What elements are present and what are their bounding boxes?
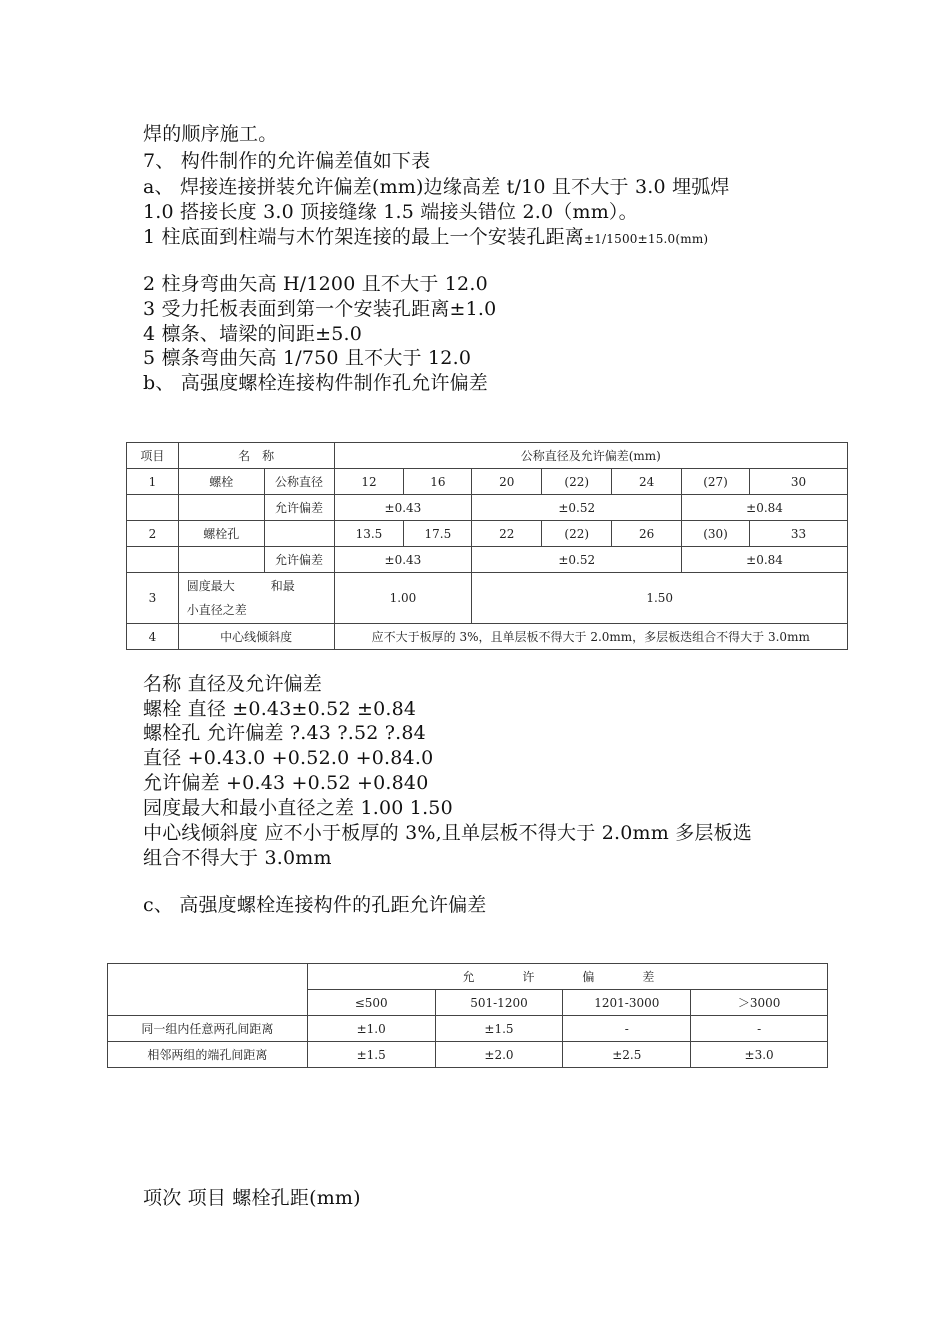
paragraph-line: a、 焊接连接拼装允许偏差(mm)边缘高差 t/10 且不大于 3.0 埋弧焊 [143, 176, 730, 198]
header-tolerance: 允 许 偏 差 [307, 964, 827, 990]
paragraph-line: 螺栓 直径 ±0.43±0.52 ±0.84 [143, 698, 417, 720]
row-label: 公称直径 [264, 469, 334, 495]
table-cell: ±2.5 [563, 1042, 691, 1068]
bolt-hole-tolerance-table [126, 442, 848, 650]
hole-distance-tolerance-table [107, 963, 828, 1068]
table-cell: 1.00 [334, 573, 472, 624]
table-cell: (22) [542, 469, 612, 495]
table-row [108, 1016, 828, 1042]
row-name-line: 小直径之差 [186, 603, 247, 617]
table-header-row [108, 964, 828, 990]
table-row [127, 495, 848, 521]
table-cell: ±2.0 [435, 1042, 563, 1068]
table-cell [264, 521, 334, 547]
paragraph-line: 名称 直径及允许偏差 [143, 673, 323, 695]
row-number: 3 [127, 573, 179, 624]
table-cell: (30) [682, 521, 750, 547]
table-cell: ±0.52 [472, 495, 682, 521]
table-cell [127, 495, 179, 521]
paragraph-line: 组合不得大于 3.0mm [143, 847, 332, 869]
row-number: 2 [127, 521, 179, 547]
table-cell: ±3.0 [691, 1042, 828, 1068]
table-cell: ±0.84 [682, 495, 848, 521]
range-header: 501-1200 [435, 990, 563, 1016]
table-cell: 26 [612, 521, 682, 547]
section-heading-b: b、 高强度螺栓连接构件制作孔允许偏差 [143, 372, 489, 394]
table-cell: ±0.84 [682, 547, 848, 573]
table-cell: - [563, 1016, 691, 1042]
table-cell [178, 547, 264, 573]
row-label: 允许偏差 [264, 547, 334, 573]
table-row [127, 573, 848, 624]
table-cell: 应不大于板厚的 3%，且单层板不得大于 2.0mm，多层板迭组合不得大于 3.0mm [334, 624, 848, 650]
paragraph-line [143, 225, 708, 251]
paragraph-line: 1.0 搭接长度 3.0 顶接缝缘 1.5 端接头错位 2.0（mm）。 [143, 201, 638, 223]
table-cell: ±1.5 [307, 1042, 435, 1068]
paragraph-line: 园度最大和最小直径之差 1.00 1.50 [143, 797, 453, 819]
paragraph-line: 螺栓孔 允许偏差 ?.43 ?.52 ?.84 [143, 722, 426, 744]
paragraph-line: 7、 构件制作的允许偏差值如下表 [143, 150, 431, 172]
paragraph-line: 3 受力托板表面到第一个安装孔距离±1.0 [143, 298, 497, 320]
table-cell: 22 [472, 521, 542, 547]
paragraph-line: 2 柱身弯曲矢高 H/1200 且不大于 12.0 [143, 273, 488, 295]
section-heading-c: c、 高强度螺栓连接构件的孔距允许偏差 [143, 894, 487, 916]
row-name-line: 圆度最大 和最 [186, 579, 295, 593]
paragraph-line: 允许偏差 +0.43 +0.52 +0.840 [143, 772, 429, 794]
table-row [127, 624, 848, 650]
row-label: 同一组内任意两孔间距离 [108, 1016, 308, 1042]
header-item: 项目 [127, 443, 179, 469]
table-header-row [127, 443, 848, 469]
range-header: ≤500 [307, 990, 435, 1016]
header-name: 名 称 [178, 443, 334, 469]
table-cell: ±0.43 [334, 547, 472, 573]
paragraph-small-text: ±1/1500±15.0(mm) [583, 232, 709, 246]
range-header: ＞3000 [691, 990, 828, 1016]
paragraph-line: 4 檩条、墙梁的间距±5.0 [143, 323, 363, 345]
paragraph-line: 直径 +0.43.0 +0.52.0 +0.84.0 [143, 747, 434, 769]
table-row [127, 547, 848, 573]
table-cell: 17.5 [404, 521, 472, 547]
paragraph-line: 焊的顺序施工。 [143, 123, 278, 145]
table-cell: 30 [750, 469, 848, 495]
paragraph-line: 中心线倾斜度 应不小于板厚的 3%,且单层板不得大于 2.0mm 多层板选 [143, 822, 752, 844]
table-cell: 24 [612, 469, 682, 495]
row-name: 中心线倾斜度 [178, 624, 334, 650]
row-number: 4 [127, 624, 179, 650]
header-dims: 公称直径及允许偏差(mm) [334, 443, 848, 469]
table-cell: 16 [404, 469, 472, 495]
table-cell [127, 547, 179, 573]
table-cell [178, 495, 264, 521]
table-row [108, 1042, 828, 1068]
row-name: 螺栓 [178, 469, 264, 495]
table-cell: 1.50 [472, 573, 848, 624]
footer-line: 项次 项目 螺栓孔距(mm) [143, 1187, 361, 1209]
table-row [127, 521, 848, 547]
table-cell: 12 [334, 469, 404, 495]
table-cell: (22) [542, 521, 612, 547]
table-row [127, 469, 848, 495]
row-number: 1 [127, 469, 179, 495]
row-name [178, 573, 334, 624]
table-cell: (27) [682, 469, 750, 495]
row-label: 相邻两组的端孔间距离 [108, 1042, 308, 1068]
table-cell: ±1.0 [307, 1016, 435, 1042]
table-cell [108, 964, 308, 1016]
table-cell: ±1.5 [435, 1016, 563, 1042]
table-cell: ±0.52 [472, 547, 682, 573]
row-name: 螺栓孔 [178, 521, 264, 547]
table-cell: 33 [750, 521, 848, 547]
table-cell: 13.5 [334, 521, 404, 547]
range-header: 1201-3000 [563, 990, 691, 1016]
table-cell: - [691, 1016, 828, 1042]
table-cell: ±0.43 [334, 495, 472, 521]
row-label: 允许偏差 [264, 495, 334, 521]
table-cell: 20 [472, 469, 542, 495]
paragraph-text: 1 柱底面到柱端与木竹架连接的最上一个安装孔距离 [143, 226, 584, 248]
paragraph-line: 5 檩条弯曲矢高 1/750 且不大于 12.0 [143, 347, 472, 369]
